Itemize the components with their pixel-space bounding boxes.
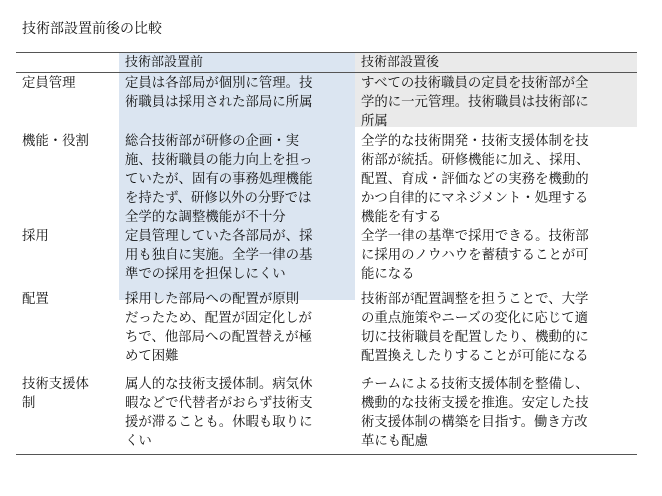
row-after-staff-management: すべての技術職員の定員を技術部が全 学的に一元管理。技術職員は技術部に 所属 — [361, 76, 589, 129]
header-after: 技術部設置後 — [355, 53, 637, 72]
row-label-function-role: 機能・役割 — [22, 134, 89, 149]
header-before: 技術部設置前 — [119, 53, 355, 72]
row-after-function-role: 全学的な技術開発・技術支援体制を技 術部が統括。研修機能に加え、採用、 配置、育成・評価などの実務を機動的 かつ自律的にマネジメント・処理する 機能を有する — [361, 134, 590, 225]
table-header-row — [16, 53, 637, 73]
comparison-table — [16, 52, 637, 455]
row-before-function-role: 総合技術部が研修の企画・実 施、技術職員の能力向上を担っ ていたが、固有の事務処理機能 を持たず、研修以外の分野では 全学的な調整機能が不十分 — [125, 134, 313, 225]
row-before-support-system: 属人的な技術支援体制。病気休 暇などで代替者がおらず技術支 援が滞ることも。休暇も取りに くい — [125, 377, 313, 449]
row-label-support-system: 技術支援体 制 — [22, 377, 89, 411]
row-label-placement: 配置 — [22, 292, 49, 307]
row-after-placement: 技術部が配置調整を担うことで、大学 の重点施策やニーズの変化に応じて適 切に技術職員を配置したり、機動的に 配置換えしたりすることが可能になる — [361, 292, 589, 364]
row-label-staff-management: 定員管理 — [22, 76, 76, 91]
row-before-placement: 採用した部局への配置が原則 だったため、配置が固定化しが ちで、他部局への配置替えが極 めて困難 — [125, 292, 313, 364]
row-before-hiring: 定員管理していた各部局が、採 用も独自に実施。全学一律の基 準での採用を担保しにくい — [125, 229, 313, 282]
header-label-column — [16, 53, 119, 72]
row-after-hiring: 全学一律の基準で採用できる。技術部 に採用のノウハウを蓄積することが可 能になる — [361, 229, 589, 282]
row-label-hiring: 採用 — [22, 229, 49, 244]
row-before-staff-management: 定員は各部局が個別に管理。技 術職員は採用された部局に所属 — [125, 76, 313, 110]
page-title: 技術部設置前後の比較 — [22, 21, 162, 37]
row-after-support-system: チームによる技術支援体制を整備し、 機動的な技術支援を推進。安定した技 術支援体制の構築を目指す。働き方改 革にも配慮 — [361, 377, 589, 449]
